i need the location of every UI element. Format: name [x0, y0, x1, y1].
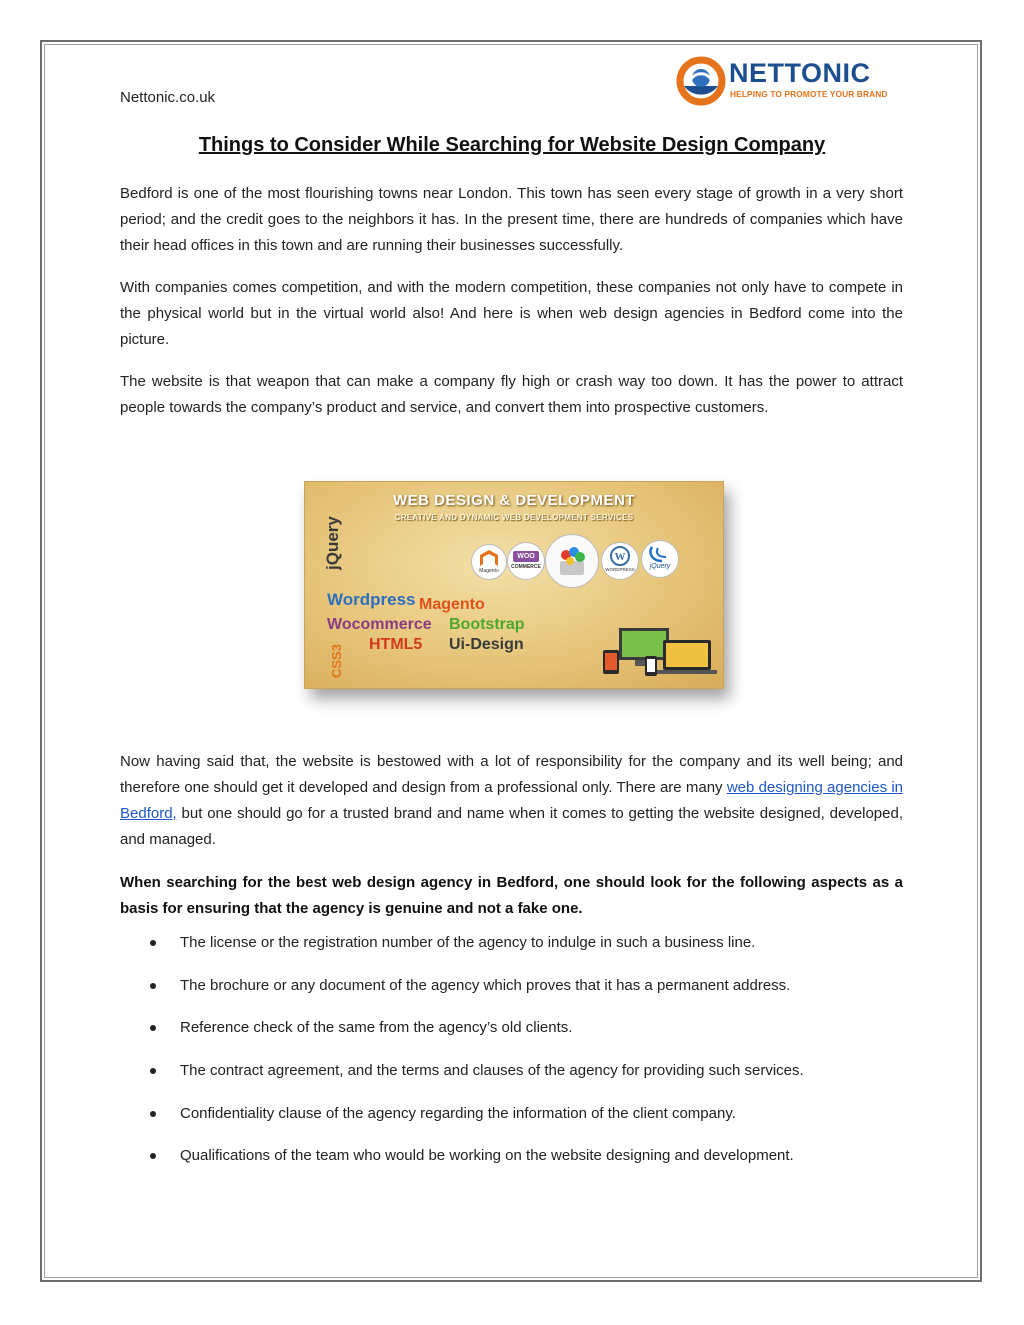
banner-word-bootstrap: Bootstrap: [449, 616, 525, 633]
banner-title: WEB DESIGN & DEVELOPMENT: [392, 492, 636, 509]
logo-mark-icon: [676, 56, 728, 106]
list-item: Qualifications of the team who would be working on the website designing and development.: [120, 1143, 804, 1186]
list-item: Confidentiality clause of the agency regarding the information of the client company.: [120, 1101, 804, 1144]
logo-tagline: HELPING TO PROMOTE YOUR BRAND: [730, 89, 888, 99]
paragraph-2: With companies comes competition, and with the modern competition, these companies not only have to compete in the physical world but in the virtual world also! And here is when web design agencies in Bedford come into the picture.: [120, 279, 903, 348]
paragraph-4-text-start: Now having said that, the website is bestowed with a lot of responsibility for the company and its well being; and therefore one should get it developed and design from a professional only. There are many: [120, 753, 903, 796]
paragraph-3: The website is that weapon that can make a company fly high or crash way too down. It has the power to attract people towards the company’s product and service, and convert them into prospective customers.: [120, 373, 903, 416]
web-design-banner: [304, 481, 724, 689]
wordpress-badge: [601, 542, 639, 580]
banner-word-html5: HTML5: [369, 636, 423, 653]
paragraph-1: Bedford is one of the most flourishing towns near London. This town has seen every stage of growth in a very short period; and the credit goes to the neighbors it has. In the present time, there are hundreds of companies which have their head offices in this town and are running their businesses successfully.: [120, 185, 903, 254]
paragraph-4: [120, 749, 903, 853]
list-item: The brochure or any document of the agency which proves that it has a permanent address.: [120, 973, 804, 1016]
web-agencies-link[interactable]: web designing agencies in Bedford,: [120, 779, 903, 822]
bold-intro-paragraph: When searching for the best web design agency in Bedford, one should look for the following aspects as a basis for ensuring that the agency is genuine and not a fake one.: [120, 874, 903, 917]
banner-word-uidesign: Ui-Design: [449, 636, 524, 653]
aspects-list: [120, 930, 804, 1186]
jquery-icon: [642, 543, 678, 565]
paragraph-4-text-end: but one should go for a trusted brand and name when it comes to getting the website designed, developed, and managed.: [120, 805, 903, 848]
banner-word-css3: CSS3: [329, 644, 344, 678]
site-name: Nettonic.co.uk: [120, 89, 216, 106]
banner-word-wordpress: Wordpress: [327, 590, 416, 609]
woo-label: WOO: [513, 551, 539, 562]
list-item: The license or the registration number of the agency to indulge in such a business line.: [120, 930, 804, 973]
svg-text:W: W: [614, 551, 626, 563]
nettonic-logo[interactable]: [676, 56, 886, 106]
wordpress-icon: [602, 544, 638, 568]
banner-word-wocommerce: Wocommerce: [327, 616, 432, 633]
page-title: Things to Consider While Searching for Website Design Company: [198, 134, 826, 156]
woocommerce-badge: [507, 542, 545, 580]
commerce-label: COMMERCE: [511, 564, 541, 570]
list-item: The contract agreement, and the terms and clauses of the agency for providing such services.: [120, 1058, 804, 1101]
devices-illustration-icon: [599, 622, 719, 682]
jquery-badge: [641, 540, 679, 578]
magento-badge: [471, 544, 507, 580]
jquery-badge-label: jQuery: [649, 563, 671, 570]
banner-subtitle: CREATIVE AND DYNAMIC WEB DEVELOPMENT SERVICES: [394, 513, 634, 522]
center-globe-badge: [545, 534, 599, 588]
wordpress-badge-label: WORDPRESS: [605, 567, 635, 572]
banner-word-jquery: jQuery: [323, 516, 342, 570]
logo-name: NETTONIC: [729, 58, 871, 88]
magento-badge-label: Magento: [479, 568, 499, 574]
tools-basket-icon: [546, 535, 598, 587]
banner-word-magento: Magento: [419, 596, 485, 613]
list-item: Reference check of the same from the agency’s old clients.: [120, 1015, 804, 1058]
